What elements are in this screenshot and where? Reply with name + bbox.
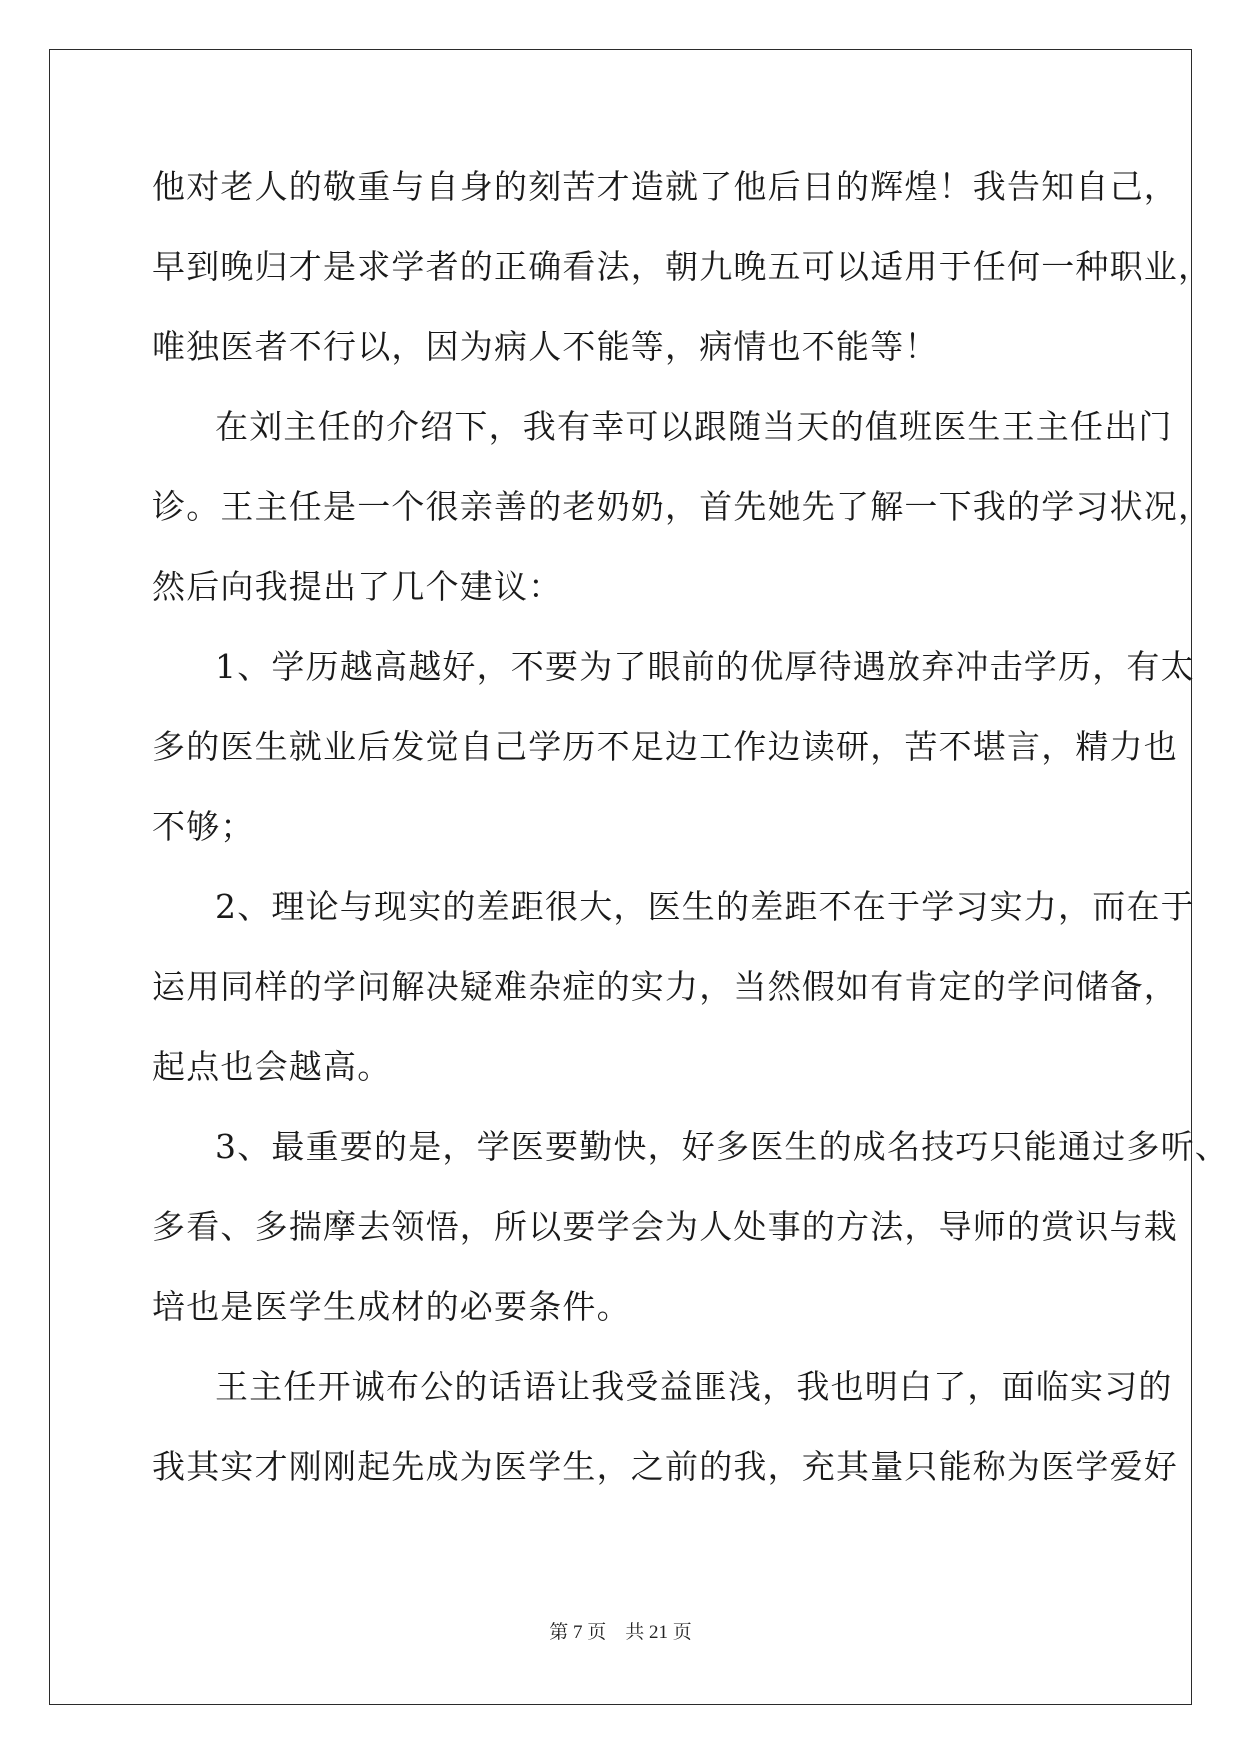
page-number: 第 7 页 [549, 1622, 607, 1643]
text-line-9: 不够； [152, 807, 255, 846]
text-line-1: 他对老人的敬重与自身的刻苦才造就了他后日的辉煌！我告知自己， [152, 167, 1178, 206]
text-line-17: 我其实才刚刚起先成为医学生，之前的我，充其量只能称为医学爱好 [152, 1447, 1178, 1486]
text-line-13: 3、最重要的是，学医要勤快，好多医生的成名技巧只能通过多听、 [215, 1127, 1229, 1166]
text-line-16: 王主任开诚布公的话语让我受益匪浅，我也明白了，面临实习的 [215, 1367, 1173, 1406]
text-line-8: 多的医生就业后发觉自己学历不足边工作边读研，苦不堪言，精力也 [152, 727, 1178, 766]
page-footer [0, 1617, 1241, 1644]
text-line-12: 起点也会越高。 [152, 1047, 392, 1086]
text-line-2: 早到晚归才是求学者的正确看法，朝九晚五可以适用于任何一种职业， [152, 247, 1213, 286]
text-line-6: 然后向我提出了几个建议： [152, 567, 563, 606]
text-line-10: 2、理论与现实的差距很大，医生的差距不在于学习实力，而在于 [215, 887, 1195, 926]
text-line-14: 多看、多揣摩去领悟，所以要学会为人处事的方法，导师的赏识与栽 [152, 1207, 1178, 1246]
text-line-11: 运用同样的学问解决疑难杂症的实力，当然假如有肯定的学问储备， [152, 967, 1178, 1006]
text-line-4: 在刘主任的介绍下，我有幸可以跟随当天的值班医生王主任出门 [215, 407, 1173, 446]
text-line-5: 诊。王主任是一个很亲善的老奶奶，首先她先了解一下我的学习状况， [152, 487, 1213, 526]
text-line-3: 唯独医者不行以，因为病人不能等，病情也不能等！ [152, 327, 939, 366]
text-line-7: 1、学历越高越好，不要为了眼前的优厚待遇放弃冲击学历，有太 [215, 647, 1195, 686]
text-line-15: 培也是医学生成材的必要条件。 [152, 1287, 631, 1326]
page-total: 共 21 页 [625, 1622, 692, 1643]
